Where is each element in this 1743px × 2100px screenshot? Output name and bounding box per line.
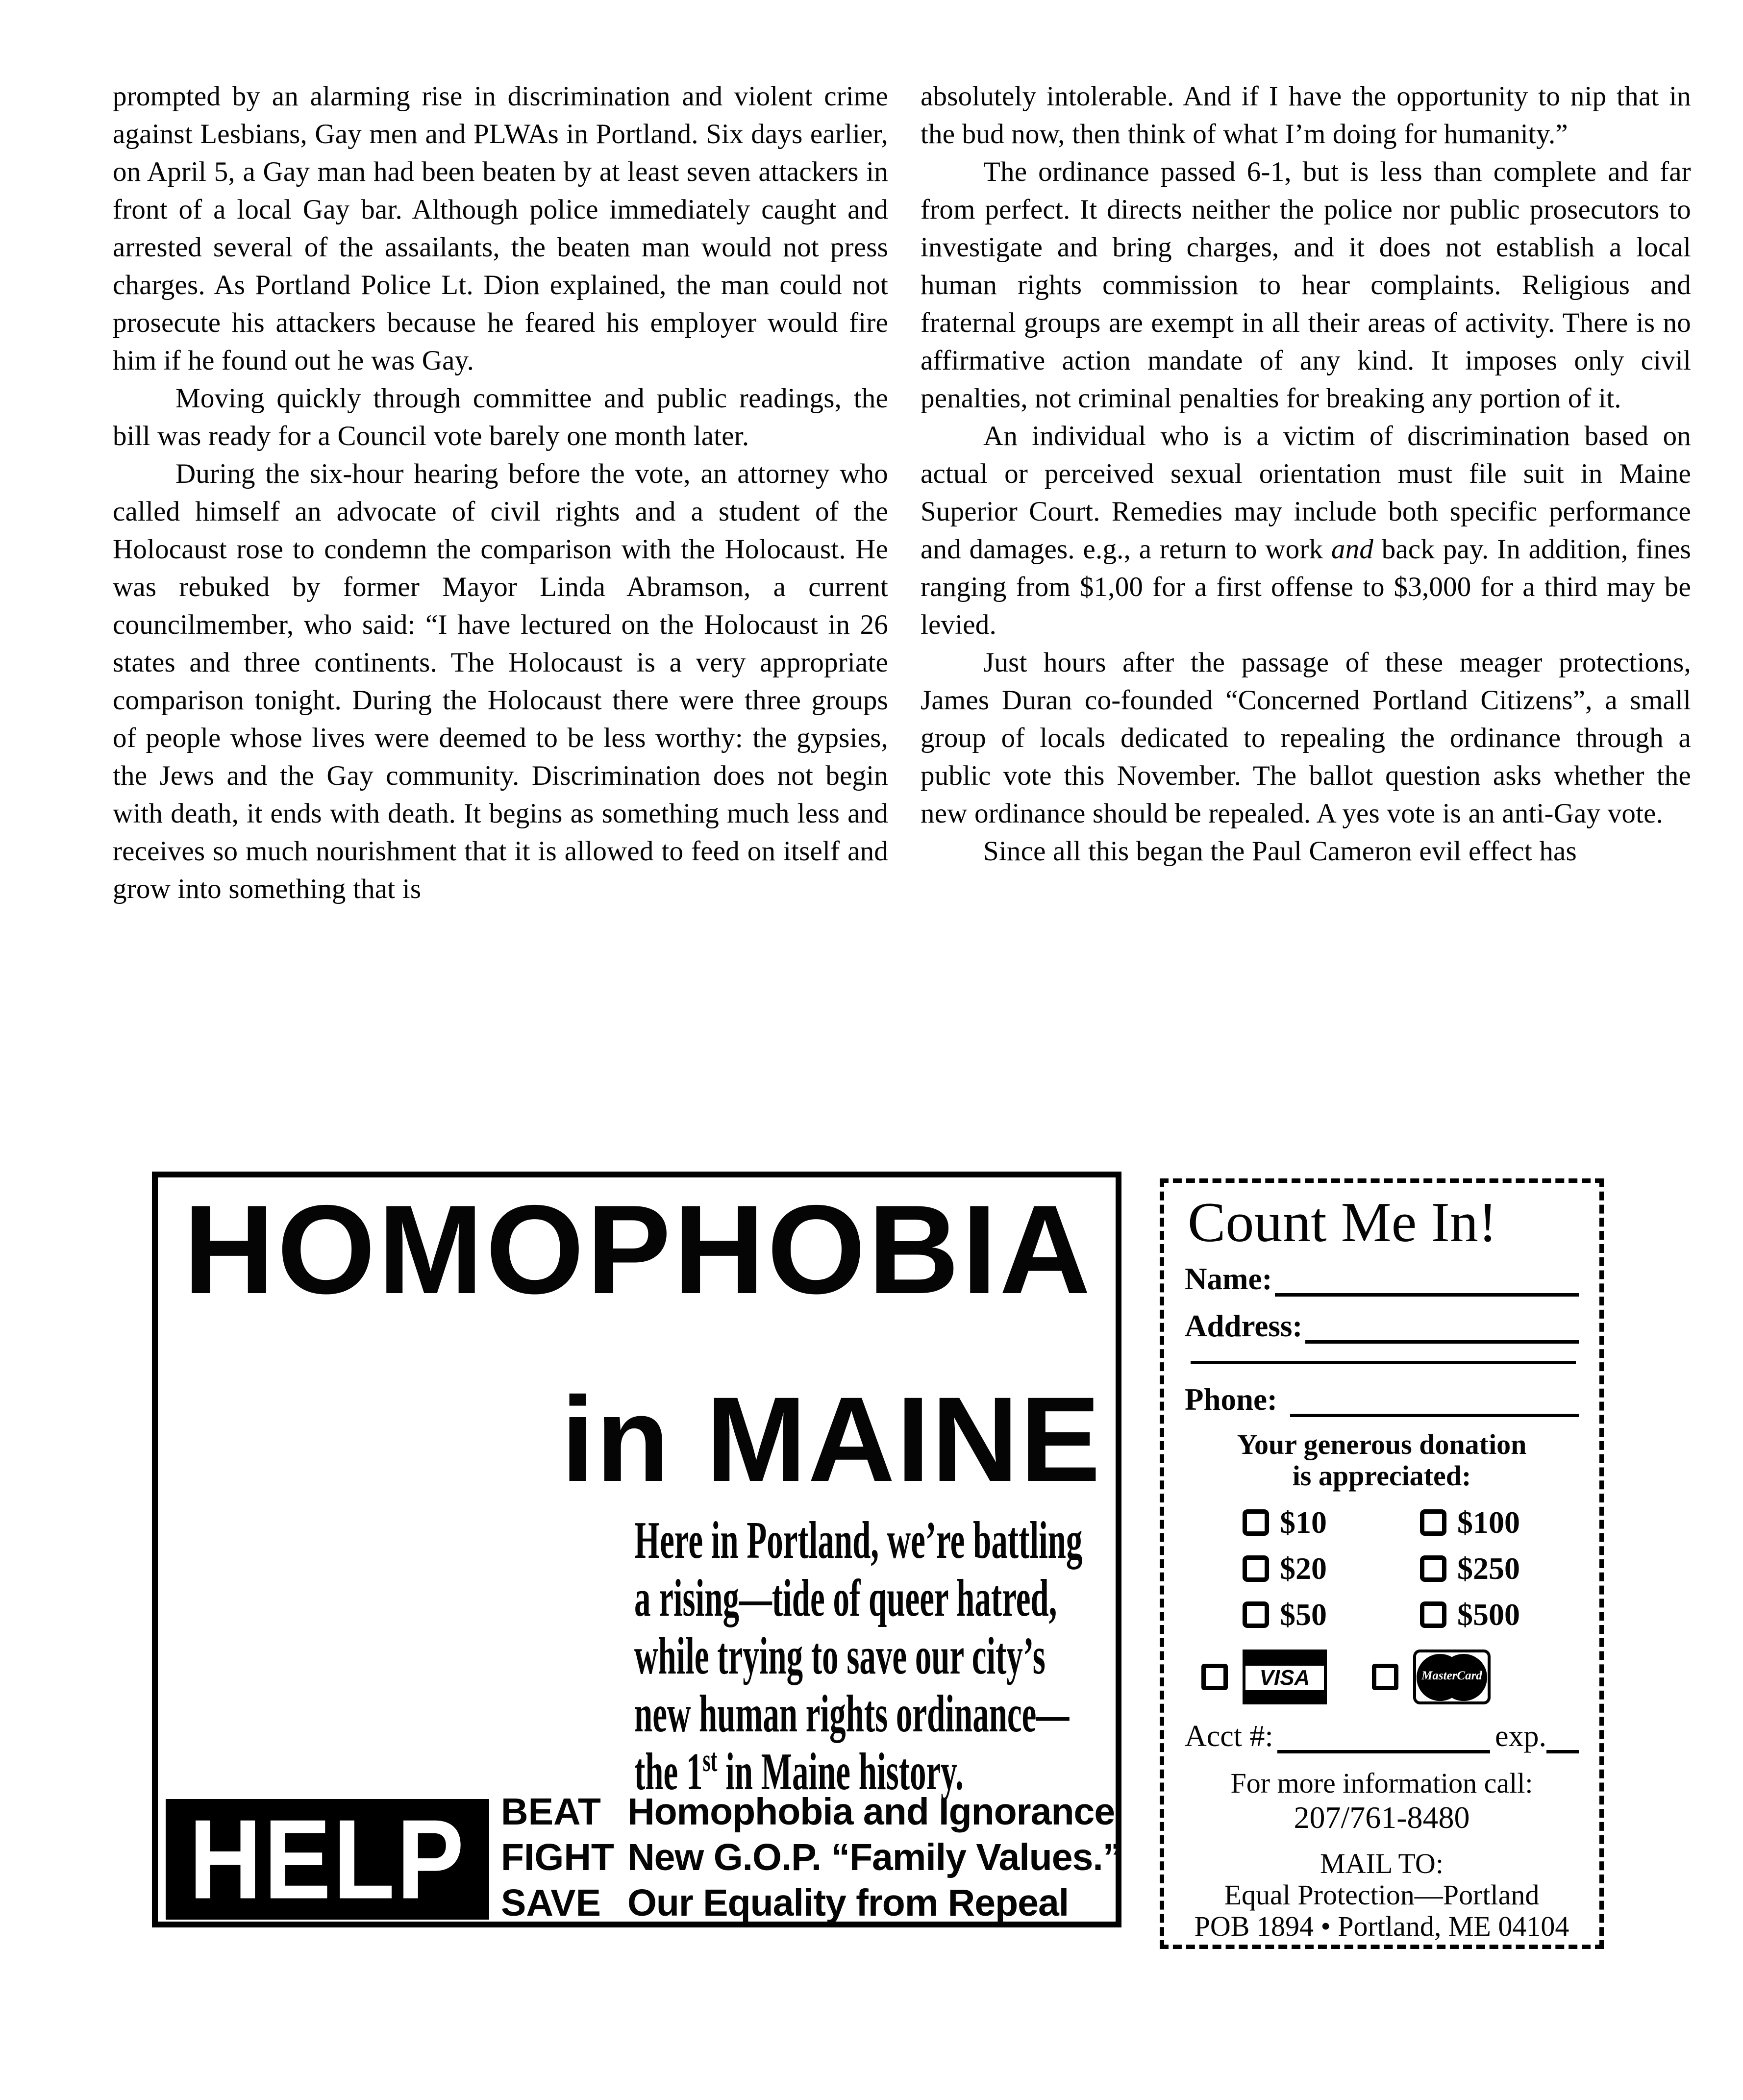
contact-info-line: For more information call:: [1230, 1767, 1533, 1799]
phone-label: Phone:: [1185, 1382, 1277, 1417]
amount-option: [1420, 1550, 1520, 1587]
name-underline: [1275, 1265, 1579, 1297]
paragraph: [921, 417, 1691, 644]
checkbox-250: [1420, 1555, 1446, 1582]
ad-homophobia-in-maine: [152, 1172, 1121, 1927]
ad-pitch-line: a rising—tide of queer hatred,: [634, 1569, 1057, 1627]
ordinal-superscript: st: [702, 1742, 718, 1778]
phone-underline: [1290, 1385, 1579, 1417]
account-underline: [1277, 1723, 1490, 1753]
action-verb: SAVE: [501, 1882, 601, 1924]
ad-action-list: [501, 1789, 1122, 1926]
coupon-title: Count Me In!: [1188, 1191, 1497, 1254]
amount-label: $100: [1457, 1505, 1520, 1540]
mailing-address: [1185, 1849, 1579, 1942]
mail-to-address: POB 1894 • Portland, ME 04104: [1194, 1910, 1569, 1942]
action-text: New G.O.P. “Family Values.”: [627, 1836, 1121, 1878]
donation-amounts: [1185, 1504, 1579, 1643]
visa-top-band: [1245, 1652, 1324, 1666]
amount-label: $50: [1280, 1597, 1327, 1632]
amount-option: [1243, 1597, 1327, 1633]
paragraph: prompted by an alarming rise in discrimination and violent crime against Lesbians, Gay men and PLWAs in Portland. Six days earlier, on April 5, a Gay man had been beaten by at least seven attackers in front of a local Gay bar. Although police immediately caught and arrested several of the assailants, the beaten man would not press charges. As Portland Police Lt. Dion explained, the man could not prosecute his attackers because he feared his employer would fire him if he found out he was Gay.: [113, 81, 888, 376]
checkbox-50: [1243, 1601, 1269, 1628]
address-field: [1185, 1308, 1579, 1344]
name-field: [1185, 1261, 1579, 1297]
visa-logo-icon: [1243, 1650, 1327, 1704]
phone-number: 207/761-8480: [1294, 1800, 1470, 1835]
ad-pitch-line: new human rights ordinance—: [634, 1685, 1070, 1743]
ad-pitch-text-part: the 1: [634, 1743, 703, 1801]
checkbox-visa: [1201, 1664, 1228, 1690]
paragraph: Since all this began the Paul Cameron evil effect has: [983, 836, 1577, 867]
mastercard-logo-icon: [1413, 1650, 1491, 1704]
mastercard-wordmark: MasterCard: [1421, 1669, 1482, 1682]
donation-heading-line: is appreciated:: [1292, 1460, 1471, 1492]
ad-subheadline: in MAINE: [561, 1372, 1102, 1507]
amount-label: $20: [1280, 1551, 1327, 1586]
amount-option: [1420, 1504, 1520, 1541]
donation-coupon: [1160, 1178, 1604, 1949]
paragraph: The ordinance passed 6-1, but is less than complete and far from perfect. It directs neither the police nor public prosecutors to investigate and bring charges, and it does not establish a local human rights commission to hear complaints. Religious and fraternal groups are exempt in all their areas of activity. There is no affirmative action mandate of any kind. It imposes only civil penalties, not criminal penalties for breaking any portion of it.: [921, 156, 1691, 414]
checkbox-mastercard: [1372, 1664, 1398, 1690]
payment-card-row: [1185, 1650, 1579, 1704]
ad-pitch-line: Here in Portland, we’re battling: [634, 1511, 1083, 1570]
paragraph: Just hours after the passage of these meager protections, James Duran co-founded “Concerned Portland Citizens”, a small group of locals dedicated to repealing the ordinance through a public vote this November. The ballot question asks whether the new ordinance should be repealed. A yes vote is an anti-Gay vote.: [921, 647, 1691, 829]
amount-label: $10: [1280, 1505, 1327, 1540]
address-label: Address:: [1185, 1309, 1303, 1343]
ad-pitch-line: while trying to save our city’s: [634, 1627, 1046, 1685]
phone-field: [1185, 1382, 1579, 1417]
donation-heading-line: Your generous donation: [1237, 1428, 1527, 1460]
ad-headline: HOMOPHOBIA: [183, 1178, 1093, 1320]
paragraph-text: An individual who is a victim of discrimination based on actual or perceived sexual orientation must file suit in Maine Superior Court. Remedies may include both specific performance and damages. e.g., a return to work: [921, 421, 1691, 565]
paragraph: During the six-hour hearing before the vote, an attorney who called himself an advocate of civil rights and a student of the Holocaust rose to condemn the comparison with the Holocaust. He was rebuked by former Mayor Linda Abramson, a current councilmember, who said: “I have lectured on the Holocaust in 26 states and three continents. The Holocaust is a very appropriate comparison tonight. During the Holocaust there were three groups of people whose lives were deemed to be less worthy: the gypsies, the Jews and the Gay community. Discrimination does not begin with death, it ends with death. It begins as something much less and receives so much nourishment that it is allowed to feed on itself and grow into something that is: [113, 458, 888, 904]
checkbox-500: [1420, 1601, 1446, 1628]
ad-pitch-text-part: in Maine history.: [717, 1743, 964, 1801]
paragraph: absolutely intolerable. And if I have the opportunity to nip that in the bud now, then think of what I’m doing for humanity.”: [921, 81, 1691, 150]
help-label: HELP: [189, 1796, 466, 1923]
visa-wordmark: VISA: [1259, 1666, 1310, 1690]
checkbox-100: [1420, 1509, 1446, 1536]
action-verb: BEAT: [501, 1791, 601, 1833]
paragraph: Moving quickly through committee and public readings, the bill was ready for a Council vote barely one month later.: [113, 383, 888, 451]
mail-to-org: Equal Protection—Portland: [1224, 1879, 1540, 1911]
checkbox-10: [1243, 1509, 1269, 1536]
name-label: Name:: [1185, 1262, 1272, 1296]
action-text: Homophobia and Ignorance: [627, 1791, 1115, 1833]
address-underline: [1305, 1312, 1579, 1344]
address-underline-2: [1191, 1357, 1576, 1364]
account-number-field: [1185, 1719, 1579, 1753]
amount-option: [1243, 1504, 1327, 1541]
contact-info: [1185, 1767, 1579, 1836]
paragraph-text: back pay. In addition, fines ranging from $1,00 for a first offense to $3,000 for a third may be levied.: [921, 534, 1691, 640]
amount-column-left: [1243, 1504, 1327, 1643]
donation-heading: [1185, 1429, 1579, 1492]
help-badge: [166, 1796, 489, 1923]
expiration-label: exp.: [1494, 1720, 1546, 1753]
emphasis-word: and: [1331, 534, 1374, 565]
action-text: Our Equality from Repeal: [627, 1882, 1069, 1924]
action-verb: FIGHT: [501, 1836, 614, 1878]
account-label: Acct #:: [1185, 1720, 1273, 1753]
amount-option: [1243, 1550, 1327, 1587]
article-column-left: [113, 77, 888, 908]
amount-label: $500: [1457, 1597, 1520, 1632]
visa-bottom-band: [1245, 1690, 1324, 1703]
amount-column-right: [1420, 1504, 1520, 1643]
expiration-underline: [1546, 1723, 1579, 1753]
checkbox-20: [1243, 1555, 1269, 1582]
article-column-right: [921, 77, 1691, 870]
amount-label: $250: [1457, 1551, 1520, 1586]
amount-option: [1420, 1597, 1520, 1633]
mail-to-heading: MAIL TO:: [1320, 1848, 1444, 1879]
